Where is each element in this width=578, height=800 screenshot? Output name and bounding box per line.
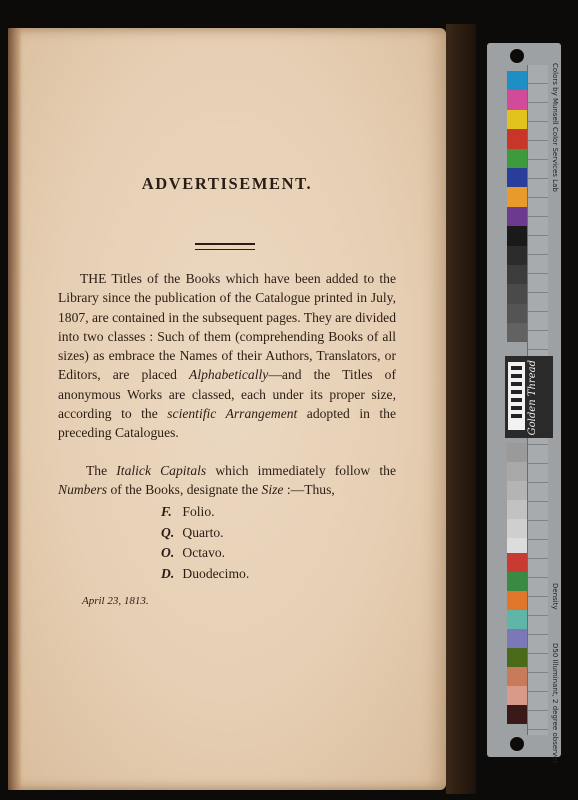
color-swatch — [507, 207, 527, 226]
size-name: Quarto. — [182, 524, 224, 540]
size-item — [161, 543, 249, 564]
italic-term: Size — [261, 482, 284, 498]
color-swatch — [507, 500, 527, 519]
brand-text: Colors by Munsell Color Services Lab — [551, 63, 559, 192]
color-swatch — [507, 686, 527, 705]
color-swatch — [507, 71, 527, 90]
resolution-target — [505, 356, 553, 438]
color-swatch — [507, 323, 527, 342]
color-swatch — [507, 304, 527, 323]
italic-term: Italick Capitals — [116, 463, 207, 478]
paragraph-text: Titles of the Books which have been added to the Library since the publication of the Catalogue printed in July, 1807, are contained in the subsequent pages. They are divided into two classes : Such of them (comprehending Books of all sizes) as embrace the Names of their Authors, Translators, or Editors, are placed — [58, 271, 396, 383]
color-swatch — [507, 610, 527, 629]
illuminant-text: D50 Illuminant, 2 degree observer — [551, 643, 559, 764]
color-swatch — [507, 553, 527, 572]
paragraph-text: :—Thus, — [283, 482, 335, 498]
italic-term: Numbers — [58, 482, 108, 498]
size-item — [161, 523, 249, 544]
color-swatch — [507, 462, 527, 481]
mount-hole — [510, 49, 524, 63]
color-swatch — [507, 648, 527, 667]
date-line: April 23, 1813. — [82, 595, 149, 607]
color-swatch — [507, 705, 527, 724]
color-swatch — [507, 226, 527, 245]
paragraph-sizes — [58, 461, 396, 500]
paragraph-text: The — [86, 463, 117, 478]
size-name: Folio. — [182, 504, 215, 519]
page-title: ADVERTISEMENT. — [141, 174, 313, 193]
book-edge — [446, 24, 476, 794]
size-item — [161, 502, 249, 523]
page-gutter — [8, 28, 22, 790]
paragraph-text: adopted in the preceding Catalogues. — [58, 406, 396, 441]
color-swatch — [507, 667, 527, 686]
density-label: Density — [551, 583, 559, 610]
color-swatch — [507, 443, 527, 462]
mount-hole — [510, 737, 524, 751]
size-letter: D. — [161, 565, 175, 581]
color-swatch — [507, 591, 527, 610]
color-swatch — [507, 572, 527, 591]
color-swatch — [507, 129, 527, 148]
color-swatch — [507, 246, 527, 265]
color-swatch — [507, 265, 527, 284]
color-swatch — [507, 187, 527, 206]
color-swatch — [507, 168, 527, 187]
italic-term: Alphabetically — [189, 367, 269, 383]
size-list — [161, 502, 249, 584]
color-swatch — [507, 284, 527, 303]
color-swatch-strip — [507, 71, 527, 342]
color-swatch — [507, 519, 527, 538]
paragraph-intro — [58, 269, 396, 443]
title-rule — [195, 243, 255, 250]
size-letter: F. — [161, 504, 172, 519]
paragraph-text: of the Books, designate the — [107, 482, 262, 498]
size-letter: Q. — [161, 524, 175, 540]
paragraph-text: —and the Titles of anonymous Works are classed, each under its proper size, according to the — [58, 367, 396, 422]
paragraph-lead-word: THE — [80, 271, 107, 286]
book-page — [8, 28, 446, 790]
size-item — [161, 564, 249, 585]
color-swatch — [507, 149, 527, 168]
target-label: Golden Thread — [527, 360, 538, 436]
color-swatch — [507, 629, 527, 648]
size-name: Duodecimo. — [182, 565, 250, 581]
italic-term: scientific Arrangement — [167, 406, 298, 422]
size-name: Octavo. — [182, 545, 226, 561]
paragraph-text: which immediately follow the — [206, 463, 396, 478]
color-swatch — [507, 90, 527, 109]
lower-swatch-strip — [507, 553, 527, 724]
resolution-bars-icon — [508, 362, 525, 430]
size-letter: O. — [161, 545, 175, 561]
color-swatch — [507, 481, 527, 500]
color-swatch — [507, 110, 527, 129]
